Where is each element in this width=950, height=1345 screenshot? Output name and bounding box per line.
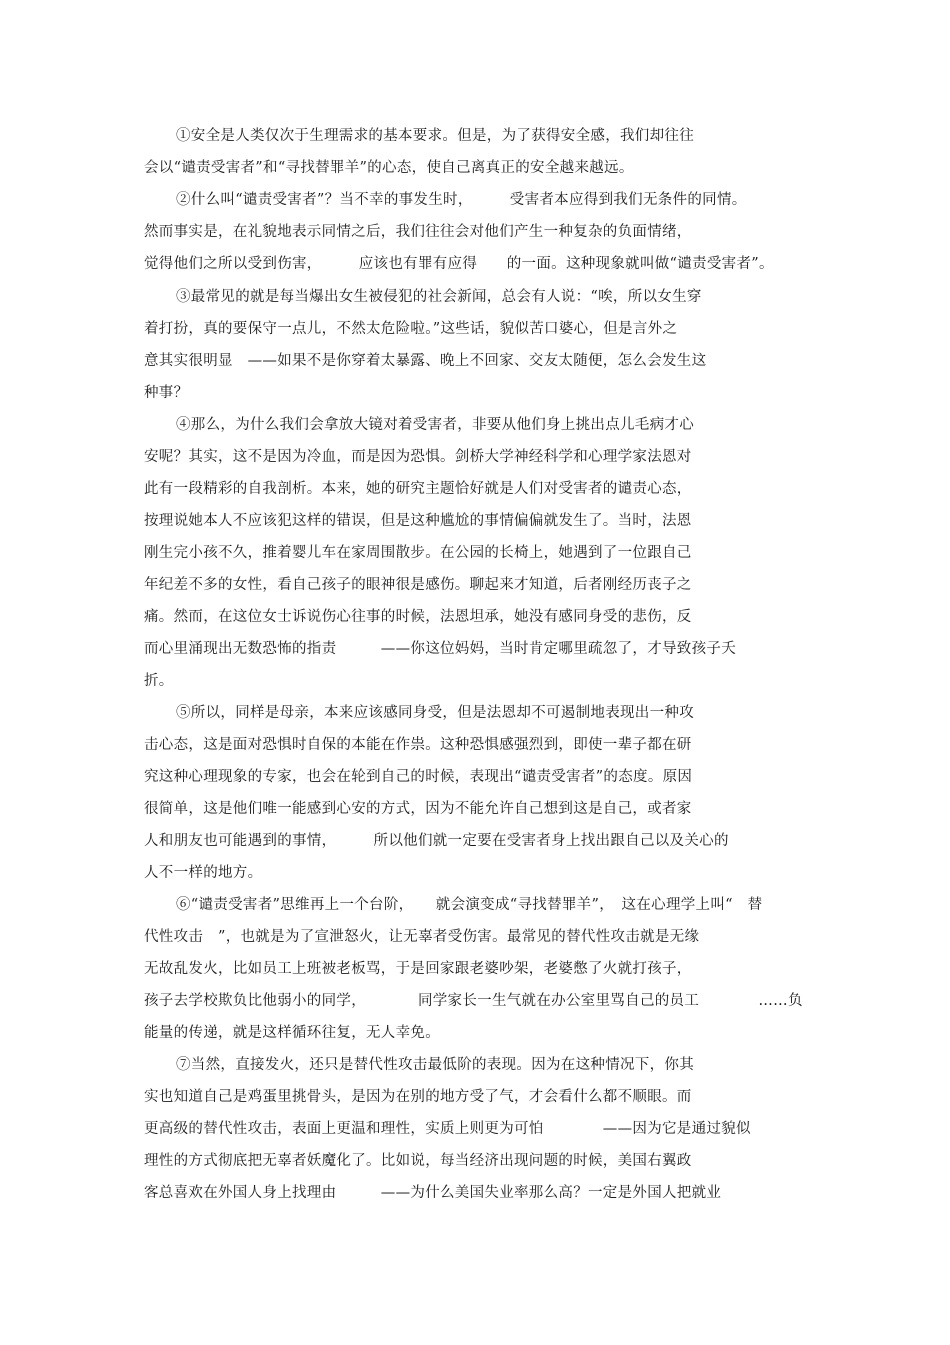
text-line: 击心态，这是面对恐惧时自保的本能在作祟。这种恐惧感强烈到，即使一辈子都在研 bbox=[144, 737, 692, 753]
text-line: ①安全是人类仅次于生理需求的基本要求。但是，为了获得安全感，我们却往往 bbox=[176, 128, 694, 144]
text-line: 更高级的替代性攻击，表面上更温和理性，实质上则更为可怕 ——因为它是通过貌似 bbox=[144, 1121, 751, 1137]
text-line: 痛。然而，在这位女士诉说伤心往事的时候，法恩坦承，她没有感同身受的悲伤，反 bbox=[144, 609, 692, 625]
text-line: 人不一样的地方。 bbox=[144, 865, 263, 881]
text-line: 人和朋友也可能遇到的事情， 所以他们就一定要在受害者身上找出跟自己以及关心的 bbox=[144, 833, 729, 849]
text-line: 能量的传递，就是这样循环往复，无人幸免。 bbox=[144, 1025, 440, 1041]
text-line: 刚生完小孩不久，推着婴儿车在家周围散步。在公园的长椅上，她遇到了一位跟自己 bbox=[144, 545, 692, 561]
text-line: 孩子去学校欺负比他弱小的同学， 同学家长一生气就在办公室里骂自己的员工 ……负 bbox=[144, 993, 803, 1009]
text-line: ⑦当然，直接发火，还只是替代性攻击最低阶的表现。因为在这种情况下，你其 bbox=[176, 1057, 694, 1073]
text-line: 然而事实是，在礼貌地表示同情之后，我们往往会对他们产生一种复杂的负面情绪， bbox=[144, 224, 692, 240]
text-line: 究这种心理现象的专家，也会在轮到自己的时候，表现出“谴责受害者”的态度。原因 bbox=[144, 769, 693, 785]
text-line: ②什么叫“谴责受害者”？当不幸的事发生时， 受害者本应得到我们无条件的同情。 bbox=[176, 192, 747, 208]
text-line: 按理说她本人不应该犯这样的错误，但是这种尴尬的事情偏偏就发生了。当时，法恩 bbox=[144, 513, 692, 529]
text-line: 此有一段精彩的自我剖析。本来，她的研究主题恰好就是人们对受害者的谴责心态， bbox=[144, 481, 692, 497]
text-line: 着打扮，真的要保守一点儿，不然太危险啦。”这些话，貌似苦口婆心，但是言外之 bbox=[144, 321, 678, 337]
text-line: 安呢？其实，这不是因为冷血，而是因为恐惧。剑桥大学神经科学和心理学家法恩对 bbox=[144, 449, 692, 465]
text-line: 无故乱发火，比如员工上班被老板骂，于是回家跟老婆吵架，老婆憋了火就打孩子， bbox=[144, 961, 692, 977]
text-line: 种事？ bbox=[144, 385, 189, 401]
text-line: 而心里涌现出无数恐怖的指责 ——你这位妈妈，当时肯定哪里疏忽了，才导致孩子夭 bbox=[144, 641, 736, 657]
text-line: 意其实很明显 ——如果不是你穿着太暴露、晚上不回家、交友太随便，怎么会发生这 bbox=[144, 353, 707, 369]
text-line: 代性攻击 ”，也就是为了宣泄怒火，让无辜者受伤害。最常见的替代性攻击就是无缘 bbox=[144, 929, 700, 945]
text-line: 会以“谴责受害者”和“寻找替罪羊”的心态，使自己离真正的安全越来越远。 bbox=[144, 160, 634, 176]
text-line: 觉得他们之所以受到伤害， 应该也有罪有应得 的一面。这种现象就叫做“谴责受害者”。 bbox=[144, 256, 774, 272]
text-line: ⑥“谴责受害者”思维再上一个台阶， 就会演变成“寻找替罪羊”， 这在心理学上叫“ 替 bbox=[176, 897, 763, 913]
text-line: 年纪差不多的女性，看自己孩子的眼神很是感伤。聊起来才知道，后者刚经历丧子之 bbox=[144, 577, 692, 593]
text-line: 客总喜欢在外国人身上找理由 ——为什么美国失业率那么高？一定是外国人把就业 bbox=[144, 1185, 722, 1201]
text-line: ③最常见的就是每当爆出女生被侵犯的社会新闻，总会有人说：“唉，所以女生穿 bbox=[176, 289, 702, 305]
text-line: ④那么，为什么我们会拿放大镜对着受害者，非要从他们身上挑出点儿毛病才心 bbox=[176, 417, 694, 433]
text-line: ⑤所以，同样是母亲，本来应该感同身受，但是法恩却不可遏制地表现出一种攻 bbox=[176, 705, 694, 721]
text-line: 折。 bbox=[144, 673, 174, 689]
text-line: 理性的方式彻底把无辜者妖魔化了。比如说，每当经济出现问题的时候，美国右翼政 bbox=[144, 1153, 692, 1169]
text-line: 很简单，这是他们唯一能感到心安的方式，因为不能允许自己想到这是自己，或者家 bbox=[144, 801, 692, 817]
text-line: 实也知道自己是鸡蛋里挑骨头，是因为在别的地方受了气，才会看什么都不顺眼。而 bbox=[144, 1089, 692, 1105]
